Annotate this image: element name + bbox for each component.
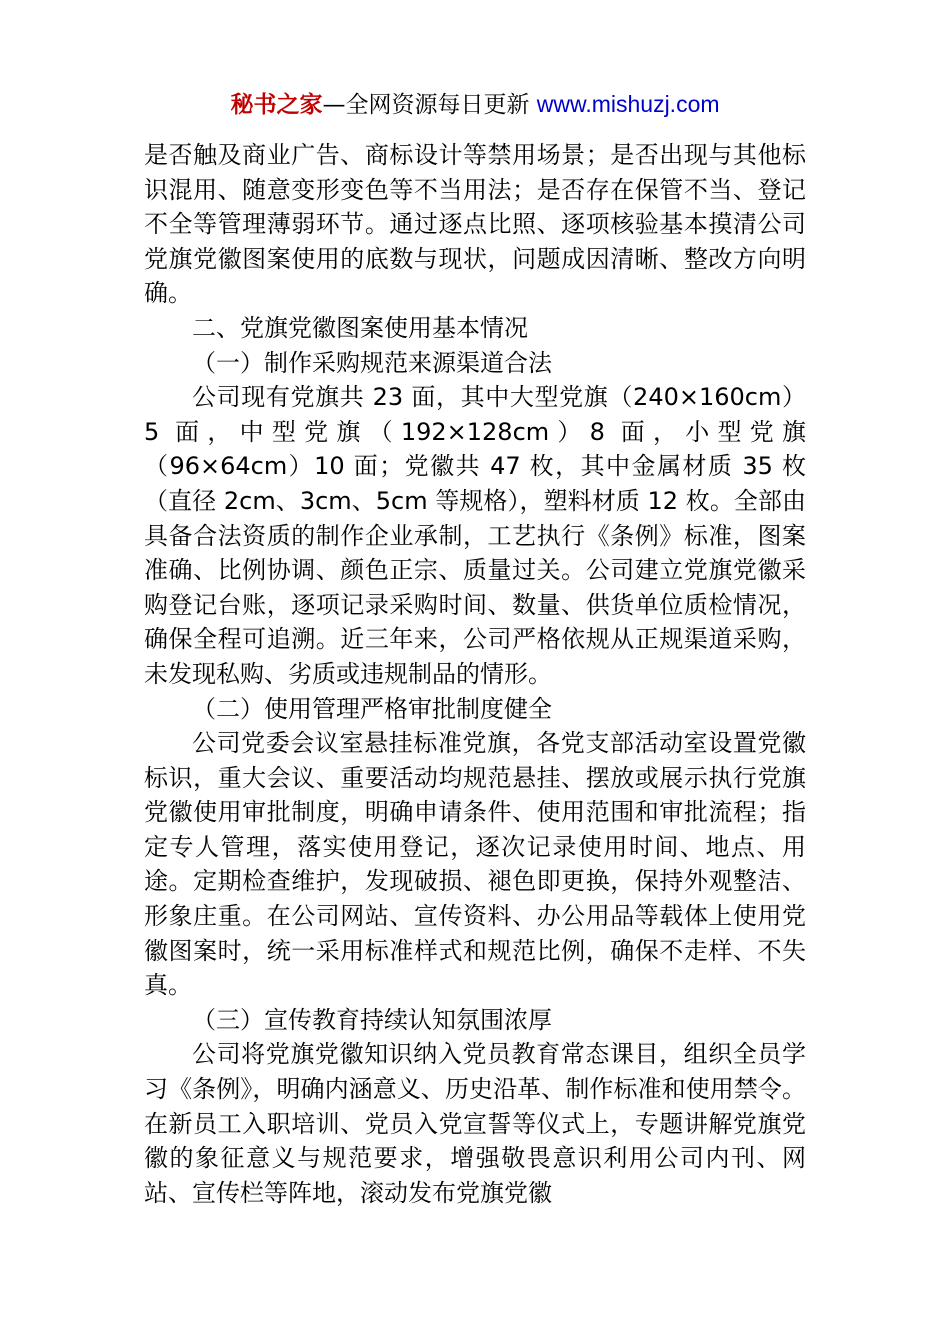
paragraph-management: 公司党委会议室悬挂标准党旗，各党支部活动室设置党徽标识，重大会议、重要活动均规范悬挂、摆放或展示执行党旗党徽使用审批制度，明确申请条件、使用范围和审批流程；指定专人管理，落实使用登记，逐次记录使用时间、地点、用途。定期检查维护，发现破损、褪色即更换，保持外观整洁、形象庄重。在公司网站、宣传资料、办公用品等载体上使用党徽图案时，统一采用标准样式和规范比例，确保不走样、不失真。	[144, 729, 806, 1000]
paragraph-procurement: 公司现有党旗共 23 面，其中大型党旗（240×160cm）5 面，中型党旗（192×128cm）8 面，小型党旗（96×64cm）10 面；党徽共 47 枚，其中金属材质 35 枚（直径 2cm、3cm、5cm 等规格），塑料材质 12 枚。全部由具备合法资质的制作企业承制，工艺执行《条例》标准，图案准确、比例协调、颜色正宗、质量过关。公司建立党旗党徽采购登记台账，逐项记录采购时间、数量、供货单位质检情况，确保全程可追溯。近三年来，公司严格依规从正规渠道采购，未发现私购、劣质或违规制品的情形。	[144, 383, 806, 688]
section-heading-2: 二、党旗党徽图案使用基本情况	[192, 313, 528, 342]
subsection-heading-3: （三）宣传教育持续认知氛围浓厚	[192, 1005, 552, 1034]
paragraph-education: 公司将党旗党徽知识纳入党员教育常态课目，组织全员学习《条例》，明确内涵意义、历史沿革、制作标准和使用禁令。在新员工入职培训、党员入党宣誓等仪式上，专题讲解党旗党徽的象征意义与规范要求，增强敬畏意识利用公司内刊、网站、宣传栏等阵地，滚动发布党旗党徽	[144, 1040, 806, 1207]
subsection-heading-1: （一）制作采购规范来源渠道合法	[192, 348, 552, 377]
site-url-link[interactable]: www.mishuzj.com	[536, 91, 720, 117]
page-header	[0, 86, 950, 123]
subsection-heading-2: （二）使用管理严格审批制度健全	[192, 694, 552, 723]
site-tagline: —全网资源每日更新	[322, 92, 537, 118]
site-brand: 秘书之家	[230, 92, 323, 118]
document-body	[144, 138, 806, 1210]
paragraph-continuation: 是否触及商业广告、商标设计等禁用场景；是否出现与其他标识混用、随意变形变色等不当用法；是否存在保管不当、登记不全等管理薄弱环节。通过逐点比照、逐项核验基本摸清公司党旗党徽图案使用的底数与现状，问题成因清晰、整改方向明确。	[144, 141, 806, 308]
